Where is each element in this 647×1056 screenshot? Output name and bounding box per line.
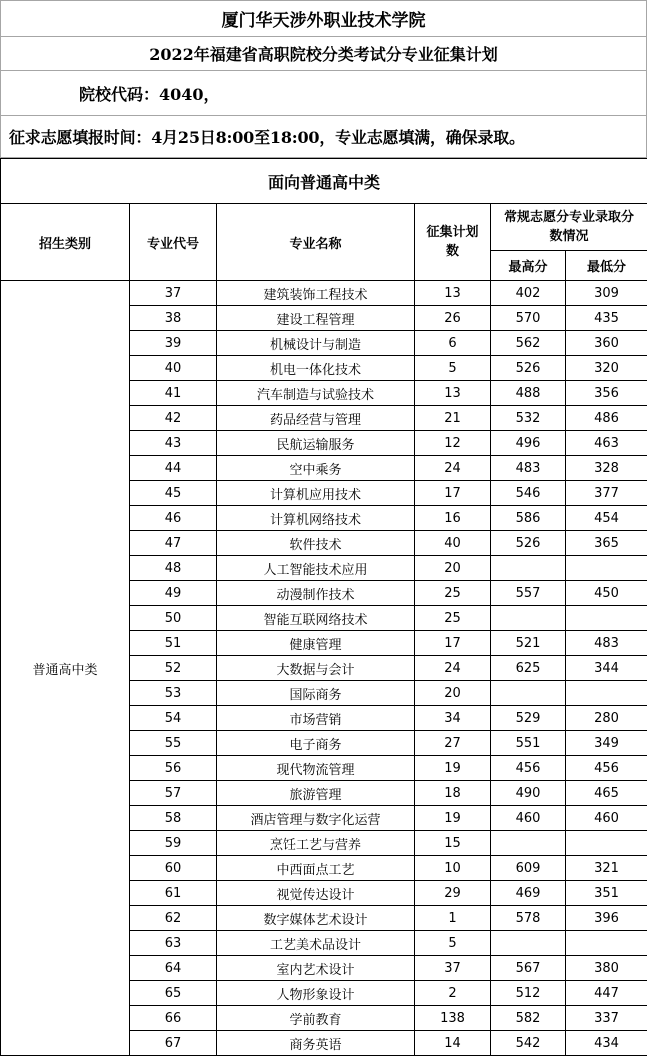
major-code-cell: 43 [130, 431, 217, 456]
major-name-cell: 软件技术 [217, 531, 415, 556]
major-name-cell: 机械设计与制造 [217, 331, 415, 356]
major-code-cell: 46 [130, 506, 217, 531]
major-name-cell: 人工智能技术应用 [217, 556, 415, 581]
min-score-cell: 447 [566, 981, 647, 1006]
major-name-cell: 商务英语 [217, 1031, 415, 1056]
plan-count-cell: 17 [415, 481, 491, 506]
major-name-cell: 计算机应用技术 [217, 481, 415, 506]
max-score-cell: 532 [491, 406, 566, 431]
plan-count-cell: 14 [415, 1031, 491, 1056]
min-score-cell: 456 [566, 756, 647, 781]
max-score-cell: 546 [491, 481, 566, 506]
application-time-line: 征求志愿填报时间：4月25日8:00至18:00，专业志愿填满，确保录取。 [0, 116, 647, 158]
header-major-name: 专业名称 [217, 204, 415, 281]
min-score-cell: 365 [566, 531, 647, 556]
major-code-cell: 51 [130, 631, 217, 656]
min-score-cell: 465 [566, 781, 647, 806]
max-score-cell [491, 681, 566, 706]
max-score-cell: 570 [491, 306, 566, 331]
plan-count-cell: 29 [415, 881, 491, 906]
min-score-cell: 396 [566, 906, 647, 931]
major-code-cell: 66 [130, 1006, 217, 1031]
major-name-cell: 民航运输服务 [217, 431, 415, 456]
min-score-cell: 380 [566, 956, 647, 981]
major-name-cell: 人物形象设计 [217, 981, 415, 1006]
plan-count-cell: 6 [415, 331, 491, 356]
major-code-cell: 59 [130, 831, 217, 856]
max-score-cell [491, 606, 566, 631]
min-score-cell [566, 931, 647, 956]
plan-count-cell: 20 [415, 556, 491, 581]
max-score-cell: 469 [491, 881, 566, 906]
min-score-cell: 377 [566, 481, 647, 506]
max-score-cell: 578 [491, 906, 566, 931]
major-code-cell: 58 [130, 806, 217, 831]
major-name-cell: 室内艺术设计 [217, 956, 415, 981]
plan-count-cell: 1 [415, 906, 491, 931]
major-name-cell: 计算机网络技术 [217, 506, 415, 531]
major-code-cell: 63 [130, 931, 217, 956]
major-name-cell: 空中乘务 [217, 456, 415, 481]
table-row [1, 281, 647, 306]
plan-count-cell: 24 [415, 656, 491, 681]
plan-count-cell: 40 [415, 531, 491, 556]
plan-count-cell: 25 [415, 606, 491, 631]
min-score-cell: 344 [566, 656, 647, 681]
max-score-cell: 567 [491, 956, 566, 981]
max-score-cell: 460 [491, 806, 566, 831]
min-score-cell: 463 [566, 431, 647, 456]
major-name-cell: 建筑装饰工程技术 [217, 281, 415, 306]
plan-count-cell: 20 [415, 681, 491, 706]
major-name-cell: 旅游管理 [217, 781, 415, 806]
max-score-cell: 490 [491, 781, 566, 806]
min-score-cell: 280 [566, 706, 647, 731]
major-code-cell: 41 [130, 381, 217, 406]
major-name-cell: 市场营销 [217, 706, 415, 731]
major-code-cell: 37 [130, 281, 217, 306]
major-name-cell: 视觉传达设计 [217, 881, 415, 906]
major-name-cell: 智能互联网络技术 [217, 606, 415, 631]
max-score-cell: 496 [491, 431, 566, 456]
plan-title: 2022年福建省高职院校分类考试分专业征集计划 [0, 37, 647, 71]
major-name-cell: 现代物流管理 [217, 756, 415, 781]
major-code-cell: 65 [130, 981, 217, 1006]
min-score-cell: 356 [566, 381, 647, 406]
major-name-cell: 数字媒体艺术设计 [217, 906, 415, 931]
major-code-cell: 52 [130, 656, 217, 681]
enrollment-table [0, 158, 647, 1056]
major-code-cell: 48 [130, 556, 217, 581]
max-score-cell: 557 [491, 581, 566, 606]
section-header: 面向普通高中类 [1, 159, 647, 204]
major-name-cell: 学前教育 [217, 1006, 415, 1031]
school-code-line: 院校代码：4040， [0, 71, 647, 116]
plan-count-cell: 13 [415, 281, 491, 306]
major-code-cell: 44 [130, 456, 217, 481]
plan-count-cell: 27 [415, 731, 491, 756]
major-code-cell: 42 [130, 406, 217, 431]
min-score-cell: 435 [566, 306, 647, 331]
plan-count-cell: 12 [415, 431, 491, 456]
major-code-cell: 45 [130, 481, 217, 506]
school-title: 厦门华天涉外职业技术学院 [0, 0, 647, 37]
plan-count-cell: 21 [415, 406, 491, 431]
major-name-cell: 健康管理 [217, 631, 415, 656]
major-code-cell: 40 [130, 356, 217, 381]
max-score-cell: 456 [491, 756, 566, 781]
plan-count-cell: 34 [415, 706, 491, 731]
header-plan-count: 征集计划数 [415, 204, 491, 281]
major-code-cell: 47 [130, 531, 217, 556]
max-score-cell: 483 [491, 456, 566, 481]
min-score-cell: 450 [566, 581, 647, 606]
plan-count-cell: 37 [415, 956, 491, 981]
major-code-cell: 64 [130, 956, 217, 981]
major-code-cell: 57 [130, 781, 217, 806]
plan-count-cell: 19 [415, 806, 491, 831]
max-score-cell: 542 [491, 1031, 566, 1056]
major-code-cell: 60 [130, 856, 217, 881]
category-cell: 普通高中类 [1, 281, 130, 1056]
plan-count-cell: 26 [415, 306, 491, 331]
plan-count-cell: 24 [415, 456, 491, 481]
major-name-cell: 酒店管理与数字化运营 [217, 806, 415, 831]
plan-count-cell: 2 [415, 981, 491, 1006]
major-code-cell: 49 [130, 581, 217, 606]
plan-count-cell: 19 [415, 756, 491, 781]
major-code-cell: 54 [130, 706, 217, 731]
min-score-cell: 434 [566, 1031, 647, 1056]
header-score-group: 常规志愿分专业录取分数情况 [491, 204, 647, 251]
plan-count-cell: 17 [415, 631, 491, 656]
major-name-cell: 建设工程管理 [217, 306, 415, 331]
max-score-cell: 402 [491, 281, 566, 306]
major-code-cell: 39 [130, 331, 217, 356]
max-score-cell [491, 831, 566, 856]
major-name-cell: 国际商务 [217, 681, 415, 706]
min-score-cell [566, 831, 647, 856]
major-name-cell: 汽车制造与试验技术 [217, 381, 415, 406]
major-code-cell: 38 [130, 306, 217, 331]
major-code-cell: 56 [130, 756, 217, 781]
header-major-code: 专业代号 [130, 204, 217, 281]
max-score-cell: 512 [491, 981, 566, 1006]
max-score-cell: 625 [491, 656, 566, 681]
max-score-cell: 609 [491, 856, 566, 881]
min-score-cell: 486 [566, 406, 647, 431]
max-score-cell: 582 [491, 1006, 566, 1031]
plan-count-cell: 5 [415, 356, 491, 381]
plan-count-cell: 16 [415, 506, 491, 531]
plan-count-cell: 18 [415, 781, 491, 806]
header-min-score: 最低分 [566, 251, 647, 281]
header-category: 招生类别 [1, 204, 130, 281]
max-score-cell [491, 931, 566, 956]
major-name-cell: 烹饪工艺与营养 [217, 831, 415, 856]
major-name-cell: 电子商务 [217, 731, 415, 756]
major-name-cell: 工艺美术品设计 [217, 931, 415, 956]
major-code-cell: 55 [130, 731, 217, 756]
min-score-cell: 320 [566, 356, 647, 381]
major-code-cell: 50 [130, 606, 217, 631]
max-score-cell [491, 556, 566, 581]
plan-count-cell: 15 [415, 831, 491, 856]
major-name-cell: 大数据与会计 [217, 656, 415, 681]
max-score-cell: 551 [491, 731, 566, 756]
major-name-cell: 中西面点工艺 [217, 856, 415, 881]
min-score-cell: 454 [566, 506, 647, 531]
min-score-cell: 360 [566, 331, 647, 356]
max-score-cell: 586 [491, 506, 566, 531]
major-code-cell: 61 [130, 881, 217, 906]
major-code-cell: 62 [130, 906, 217, 931]
min-score-cell [566, 681, 647, 706]
plan-count-cell: 138 [415, 1006, 491, 1031]
major-name-cell: 药品经营与管理 [217, 406, 415, 431]
min-score-cell: 328 [566, 456, 647, 481]
max-score-cell: 521 [491, 631, 566, 656]
max-score-cell: 526 [491, 531, 566, 556]
min-score-cell: 349 [566, 731, 647, 756]
min-score-cell: 337 [566, 1006, 647, 1031]
major-name-cell: 机电一体化技术 [217, 356, 415, 381]
min-score-cell: 483 [566, 631, 647, 656]
min-score-cell [566, 606, 647, 631]
min-score-cell: 309 [566, 281, 647, 306]
max-score-cell: 562 [491, 331, 566, 356]
major-code-cell: 67 [130, 1031, 217, 1056]
min-score-cell [566, 556, 647, 581]
max-score-cell: 488 [491, 381, 566, 406]
header-max-score: 最高分 [491, 251, 566, 281]
plan-count-cell: 25 [415, 581, 491, 606]
major-code-cell: 53 [130, 681, 217, 706]
max-score-cell: 529 [491, 706, 566, 731]
plan-count-cell: 5 [415, 931, 491, 956]
min-score-cell: 460 [566, 806, 647, 831]
major-name-cell: 动漫制作技术 [217, 581, 415, 606]
plan-count-cell: 13 [415, 381, 491, 406]
max-score-cell: 526 [491, 356, 566, 381]
plan-count-cell: 10 [415, 856, 491, 881]
min-score-cell: 351 [566, 881, 647, 906]
min-score-cell: 321 [566, 856, 647, 881]
